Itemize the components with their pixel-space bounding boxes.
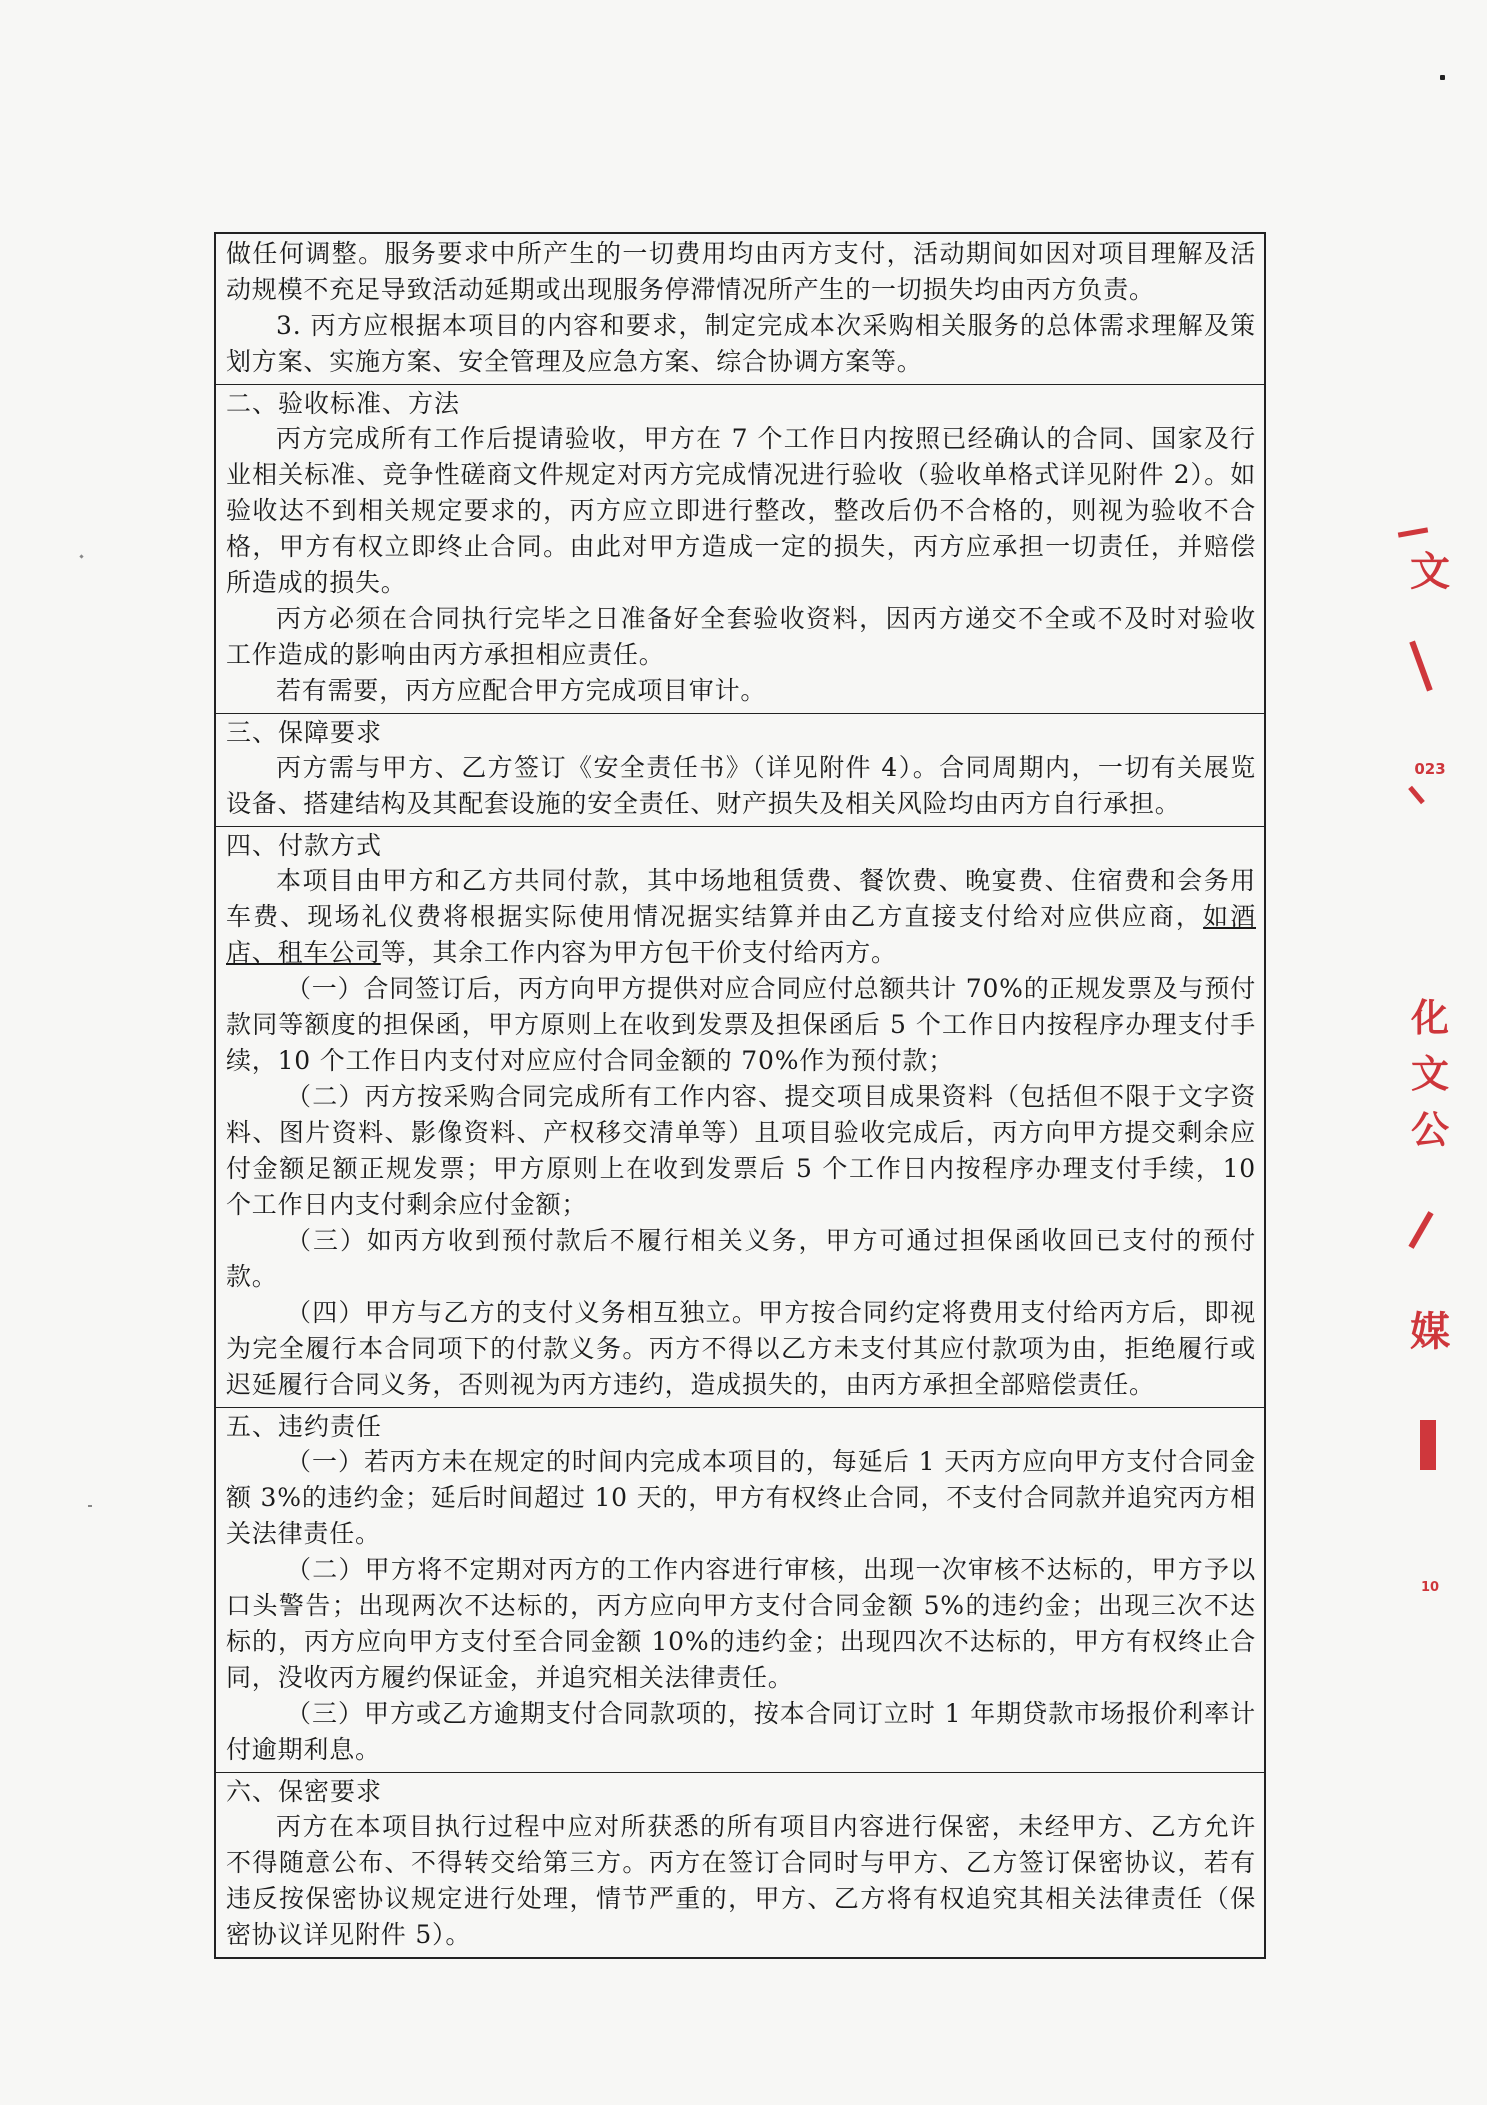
payment-section xyxy=(216,826,1264,1407)
confidential-heading: 六、保密要求 xyxy=(226,1777,383,1806)
seal-stroke xyxy=(1398,527,1428,537)
payment-paragraph xyxy=(226,863,1256,971)
acceptance-heading: 二、验收标准、方法 xyxy=(226,389,461,418)
acceptance-paragraph-2: 丙方必须在合同执行完毕之日准备好全套验收资料，因丙方递交不全或不及时对验收工作造成的影响由丙方承担相应责任。 xyxy=(226,604,1256,669)
guarantee-paragraph: 丙方需与甲方、乙方签订《安全责任书》（详见附件 4）。合同周期内，一切有关展览设备、搭建结构及其配套设施的安全责任、财产损失及相关风险均由丙方自行承担。 xyxy=(226,753,1256,818)
seal-stroke xyxy=(1408,786,1425,805)
payment-item-4: （四）甲方与乙方的支付义务相互独立。甲方按合同约定将费用支付给丙方后，即视为完全履行本合同项下的付款义务。丙方不得以乙方未支付其应付款项为由，拒绝履行或迟延履行合同义务，否则视为丙方违约，造成损失的，由丙方承担全部赔偿责任。 xyxy=(226,1298,1256,1399)
payment-text-a: 本项目由甲方和乙方共同付款，其中场地租赁费、餐饮费、晚宴费、住宿费和会务用车费、现场礼仪费将根据实际使用情况据实结算并由乙方直接支付给对应供应商， xyxy=(226,866,1256,931)
contract-table xyxy=(214,232,1266,1959)
scan-speck xyxy=(79,554,83,558)
intro-section xyxy=(216,234,1264,384)
page-dot xyxy=(1440,75,1445,80)
payment-item-2: （二）丙方按采购合同完成所有工作内容、提交项目成果资料（包括但不限于文字资料、图片资料、影像资料、产权移交清单等）且项目验收完成后，丙方向甲方提交剩余应付金额足额正规发票；甲方原则上在收到发票后 5 个工作日内按程序办理支付手续，10 个工作日内支付剩余应付金额； xyxy=(226,1082,1256,1219)
guarantee-section xyxy=(216,713,1264,826)
seal-fragment-2: 023 xyxy=(1414,760,1446,778)
payment-item-1: （一）合同签订后，丙方向甲方提供对应合同应付总额共计 70%的正规发票及与预付款同等额度的担保函，甲方原则上在收到发票及担保函后 5 个工作日内按程序办理支付手续，10 个工作日内支付对应应付合同金额的 70%作为预付款； xyxy=(226,974,1256,1075)
payment-underlined-text: 如酒店、租车公司 xyxy=(226,902,1256,967)
confidential-section xyxy=(216,1772,1264,1957)
payment-heading: 四、付款方式 xyxy=(226,831,383,860)
seal-stroke xyxy=(1420,1420,1436,1470)
payment-text-b: 等，其余工作内容为甲方包干价支付给丙方。 xyxy=(380,938,897,967)
scan-speck xyxy=(88,1505,92,1507)
payment-item-3: （三）如丙方收到预付款后不履行相关义务，甲方可通过担保函收回已支付的预付款。 xyxy=(226,1226,1256,1291)
seal-fragment-4: 媒 xyxy=(1410,1309,1450,1355)
seal-stroke xyxy=(1408,1211,1433,1249)
breach-item-2: （二）甲方将不定期对丙方的工作内容进行审核，出现一次审核不达标的，甲方予以口头警告；出现两次不达标的，丙方应向甲方支付合同金额 5%的违约金；出现三次不达标的，丙方应向甲方支付至合同金额 10%的违约金；出现四次不达标的，甲方有权终止合同，没收丙方履约保证金，并追究相关法律责任。 xyxy=(226,1555,1256,1692)
guarantee-heading: 三、保障要求 xyxy=(226,718,383,747)
intro-paragraph-2: 3. 丙方应根据本项目的内容和要求，制定完成本次采购相关服务的总体需求理解及策划方案、实施方案、安全管理及应急方案、综合协调方案等。 xyxy=(226,311,1256,376)
acceptance-paragraph-1: 丙方完成所有工作后提请验收，甲方在 7 个工作日内按照已经确认的合同、国家及行业相关标准、竞争性磋商文件规定对丙方完成情况进行验收（验收单格式详见附件 2）。如验收达不到相关规定要求的，丙方应立即进行整改，整改后仍不合格的，则视为验收不合格，甲方有权立即终止合同。由此对甲方造成一定的损失，丙方应承担一切责任，并赔偿所造成的损失。 xyxy=(226,424,1256,597)
seal-fragment-5: 10 xyxy=(1420,1580,1440,1595)
acceptance-paragraph-3: 若有需要，丙方应配合甲方完成项目审计。 xyxy=(276,676,767,705)
breach-item-1: （一）若丙方未在规定的时间内完成本项目的，每延后 1 天丙方应向甲方支付合同金额 3%的违约金；延后时间超过 10 天的，甲方有权终止合同，不支付合同款并追究丙方相关法律责任。 xyxy=(226,1447,1256,1548)
breach-section xyxy=(216,1407,1264,1772)
breach-item-3: （三）甲方或乙方逾期支付合同款项的，按本合同订立时 1 年期贷款市场报价利率计付逾期利息。 xyxy=(226,1699,1256,1764)
acceptance-section xyxy=(216,384,1264,713)
seal-fragment-1: 文 xyxy=(1410,549,1450,595)
seal-fragment-3: 化文公 xyxy=(1410,996,1449,1152)
intro-paragraph-1: 做任何调整。服务要求中所产生的一切费用均由丙方支付，活动期间如因对项目理解及活动规模不充足导致活动延期或出现服务停滞情况所产生的一切损失均由丙方负责。 xyxy=(226,239,1256,304)
confidential-paragraph: 丙方在本项目执行过程中应对所获悉的所有项目内容进行保密，未经甲方、乙方允许不得随意公布、不得转交给第三方。丙方在签订合同时与甲方、乙方签订保密协议，若有违反按保密协议规定进行处理，情节严重的，甲方、乙方将有权追究其相关法律责任（保密协议详见附件 5）。 xyxy=(226,1812,1256,1949)
breach-heading: 五、违约责任 xyxy=(226,1412,383,1441)
seal-stroke xyxy=(1409,641,1432,692)
